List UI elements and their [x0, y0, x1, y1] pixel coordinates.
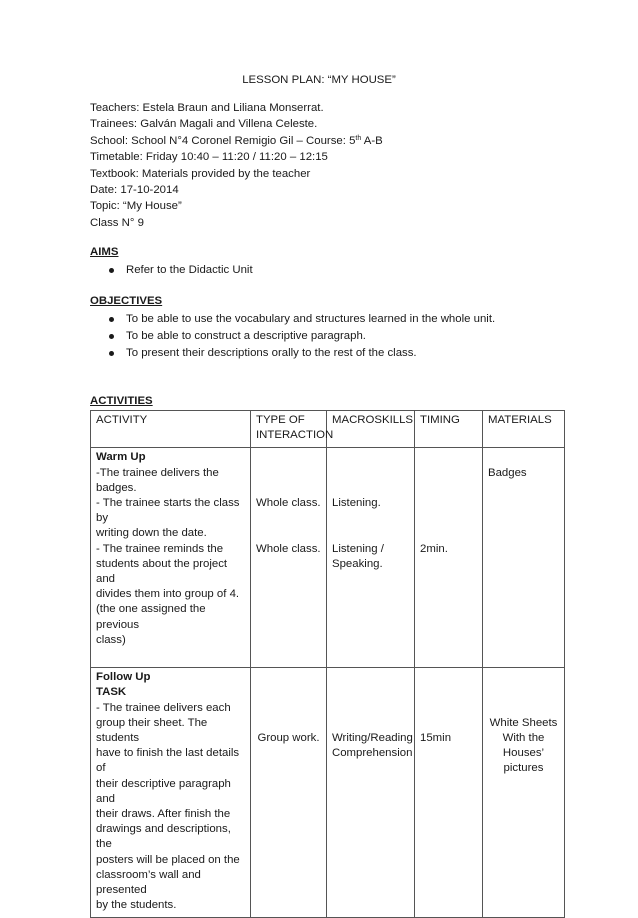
school-text: School: School N°4 Coronel Remigio Gil – Course: 5 — [90, 134, 356, 147]
teachers-line: Teachers: Estela Braun and Liliana Monserrat. — [90, 102, 324, 114]
list-item: To be able to construct a descriptive paragraph. — [90, 328, 495, 345]
aims-heading: AIMS — [90, 246, 119, 258]
school-superscript: th — [355, 134, 362, 142]
aims-list — [90, 262, 253, 279]
warmup-activity-cell: Warm Up -The trainee delivers the badges. - The trainee starts the class by writing down the date. - The trainee reminds the students about the project and divides them into group of 4. (the one assigned the previous class) — [91, 448, 251, 668]
objectives-heading: OBJECTIVES — [90, 295, 163, 307]
table-row — [91, 668, 565, 918]
followup-materials-cell: White Sheets With the Houses’ pictures — [483, 668, 565, 918]
warmup-interaction-cell: Whole class. Whole class. — [251, 448, 327, 668]
list-item: To be able to use the vocabulary and structures learned in the whole unit. — [90, 311, 495, 328]
followup-timing-cell: 15min — [415, 668, 483, 918]
table-row — [91, 448, 565, 668]
warmup-macroskills-cell: Listening. Listening / Speaking. — [327, 448, 415, 668]
bullet-icon — [109, 268, 114, 273]
warmup-title: Warm Up — [96, 451, 146, 464]
school-line — [90, 133, 383, 149]
bullet-icon — [109, 317, 114, 322]
timetable-line: Timetable: Friday 10:40 – 11:20 / 11:20 – 12:15 — [90, 151, 328, 164]
activities-heading: ACTIVITIES — [90, 395, 153, 407]
table-header-row — [91, 411, 565, 448]
warmup-timing-cell: 2min. — [415, 448, 483, 668]
followup-title: Follow Up — [96, 671, 151, 684]
class-line: Class N° 9 — [90, 216, 144, 229]
topic-line: Topic: “My House” — [90, 200, 182, 213]
bullet-icon — [109, 351, 114, 356]
warmup-materials-cell: Badges — [483, 448, 565, 668]
header-timing: TIMING — [415, 411, 483, 448]
followup-activity-cell: Follow Up TASK - The trainee delivers each group their sheet. The students have to finish the last details of their descriptive paragraph and their draws. After finish the drawings and descriptions, the posters will be placed on the classroom’s wall and presented by the students. — [91, 668, 251, 918]
header-macroskills: MACROSKILLS — [327, 411, 415, 448]
list-item: To present their descriptions orally to the rest of the class. — [90, 345, 495, 362]
date-line: Date: 17-10-2014 — [90, 184, 179, 197]
followup-subtitle: TASK — [96, 686, 127, 699]
header-materials: MATERIALS — [483, 411, 565, 448]
bullet-icon — [109, 334, 114, 339]
trainees-line: Trainees: Galván Magali and Villena Celeste. — [90, 118, 318, 131]
list-item: Refer to the Didactic Unit — [90, 262, 253, 279]
header-activity: ACTIVITY — [91, 411, 251, 448]
header-interaction: TYPE OF INTERACTION — [251, 411, 327, 448]
followup-macroskills-cell: Writing/Reading Comprehension — [327, 668, 415, 918]
textbook-line: Textbook: Materials provided by the teacher — [90, 167, 311, 180]
page-title: LESSON PLAN: “MY HOUSE” — [242, 74, 396, 86]
school-course: A-B — [361, 134, 383, 147]
lesson-info — [90, 100, 383, 231]
objectives-list — [90, 311, 495, 362]
followup-interaction-cell: Group work. — [251, 668, 327, 918]
activities-table — [90, 410, 565, 918]
